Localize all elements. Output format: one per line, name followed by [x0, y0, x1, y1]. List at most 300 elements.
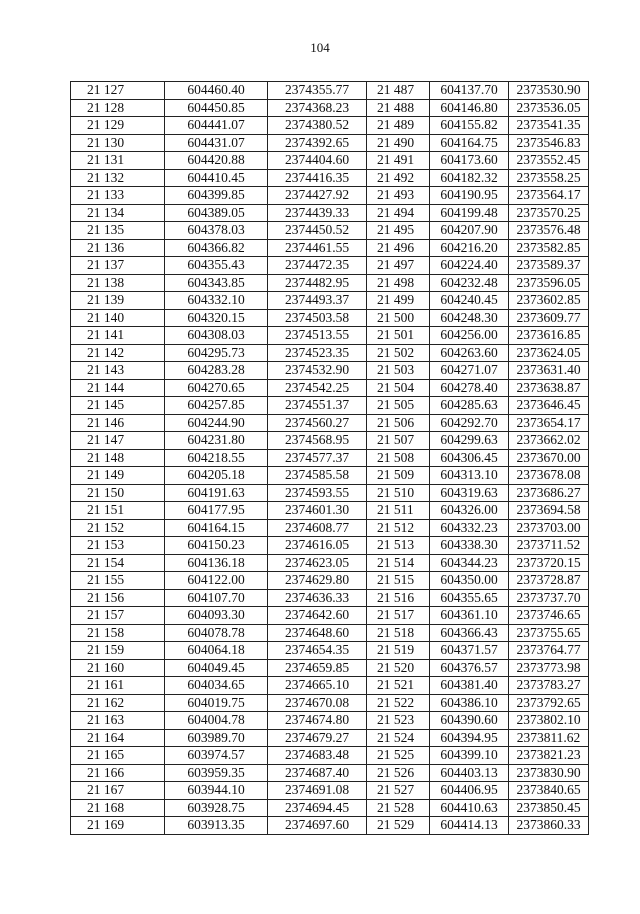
x-coordinate-left: 604420.88: [165, 152, 268, 170]
y-coordinate-left: 2374513.55: [268, 327, 367, 345]
point-id-right: 21 518: [367, 624, 430, 642]
table-row: [71, 694, 589, 712]
table-row: [71, 362, 589, 380]
table-row: [71, 449, 589, 467]
point-id-right: 21 521: [367, 677, 430, 695]
x-coordinate-left: 604332.10: [165, 292, 268, 310]
y-coordinate-right: 2373558.25: [509, 169, 589, 187]
y-coordinate-left: 2374616.05: [268, 537, 367, 555]
y-coordinate-right: 2373860.33: [509, 817, 589, 835]
y-coordinate-left: 2374439.33: [268, 204, 367, 222]
x-coordinate-left: 604441.07: [165, 117, 268, 135]
point-id-left: 21 136: [71, 239, 165, 257]
table-row: [71, 484, 589, 502]
x-coordinate-left: 604164.15: [165, 519, 268, 537]
y-coordinate-right: 2373536.05: [509, 99, 589, 117]
x-coordinate-right: 604285.63: [430, 397, 509, 415]
point-id-left: 21 162: [71, 694, 165, 712]
point-id-right: 21 516: [367, 589, 430, 607]
y-coordinate-right: 2373530.90: [509, 82, 589, 100]
table-row: [71, 502, 589, 520]
x-coordinate-left: 603974.57: [165, 747, 268, 765]
point-id-right: 21 508: [367, 449, 430, 467]
x-coordinate-right: 604344.23: [430, 554, 509, 572]
table-row: [71, 99, 589, 117]
point-id-left: 21 157: [71, 607, 165, 625]
point-id-right: 21 514: [367, 554, 430, 572]
x-coordinate-left: 604295.73: [165, 344, 268, 362]
x-coordinate-left: 604004.78: [165, 712, 268, 730]
x-coordinate-right: 604216.20: [430, 239, 509, 257]
x-coordinate-right: 604390.60: [430, 712, 509, 730]
point-id-left: 21 128: [71, 99, 165, 117]
x-coordinate-right: 604410.63: [430, 799, 509, 817]
table-row: [71, 432, 589, 450]
table-row: [71, 589, 589, 607]
y-coordinate-right: 2373646.45: [509, 397, 589, 415]
y-coordinate-right: 2373654.17: [509, 414, 589, 432]
point-id-right: 21 496: [367, 239, 430, 257]
y-coordinate-left: 2374392.65: [268, 134, 367, 152]
point-id-right: 21 512: [367, 519, 430, 537]
point-id-right: 21 529: [367, 817, 430, 835]
point-id-left: 21 159: [71, 642, 165, 660]
x-coordinate-right: 604326.00: [430, 502, 509, 520]
x-coordinate-left: 604378.03: [165, 222, 268, 240]
y-coordinate-left: 2374532.90: [268, 362, 367, 380]
y-coordinate-left: 2374659.85: [268, 659, 367, 677]
x-coordinate-right: 604232.48: [430, 274, 509, 292]
x-coordinate-left: 604270.65: [165, 379, 268, 397]
y-coordinate-left: 2374694.45: [268, 799, 367, 817]
point-id-left: 21 138: [71, 274, 165, 292]
x-coordinate-right: 604271.07: [430, 362, 509, 380]
point-id-right: 21 491: [367, 152, 430, 170]
table-row: [71, 169, 589, 187]
table-row: [71, 467, 589, 485]
y-coordinate-left: 2374577.37: [268, 449, 367, 467]
y-coordinate-left: 2374648.60: [268, 624, 367, 642]
x-coordinate-left: 604049.45: [165, 659, 268, 677]
y-coordinate-right: 2373602.85: [509, 292, 589, 310]
y-coordinate-right: 2373570.25: [509, 204, 589, 222]
x-coordinate-right: 604278.40: [430, 379, 509, 397]
page-number: 104: [310, 40, 330, 55]
point-id-left: 21 158: [71, 624, 165, 642]
table-row: [71, 677, 589, 695]
y-coordinate-right: 2373541.35: [509, 117, 589, 135]
y-coordinate-right: 2373764.77: [509, 642, 589, 660]
point-id-left: 21 130: [71, 134, 165, 152]
point-id-right: 21 492: [367, 169, 430, 187]
point-id-left: 21 154: [71, 554, 165, 572]
point-id-right: 21 522: [367, 694, 430, 712]
x-coordinate-right: 604403.13: [430, 764, 509, 782]
point-id-right: 21 490: [367, 134, 430, 152]
table-row: [71, 712, 589, 730]
x-coordinate-right: 604332.23: [430, 519, 509, 537]
x-coordinate-left: 604136.18: [165, 554, 268, 572]
table-row: [71, 327, 589, 345]
y-coordinate-left: 2374585.58: [268, 467, 367, 485]
table-row: [71, 572, 589, 590]
point-id-right: 21 524: [367, 729, 430, 747]
table-row: [71, 659, 589, 677]
y-coordinate-left: 2374670.08: [268, 694, 367, 712]
point-id-right: 21 513: [367, 537, 430, 555]
y-coordinate-right: 2373616.85: [509, 327, 589, 345]
y-coordinate-left: 2374623.05: [268, 554, 367, 572]
x-coordinate-left: 604355.43: [165, 257, 268, 275]
x-coordinate-left: 604078.78: [165, 624, 268, 642]
y-coordinate-right: 2373737.70: [509, 589, 589, 607]
x-coordinate-right: 604414.13: [430, 817, 509, 835]
x-coordinate-right: 604319.63: [430, 484, 509, 502]
y-coordinate-right: 2373576.48: [509, 222, 589, 240]
y-coordinate-right: 2373638.87: [509, 379, 589, 397]
point-id-right: 21 525: [367, 747, 430, 765]
table-row: [71, 729, 589, 747]
x-coordinate-right: 604248.30: [430, 309, 509, 327]
point-id-right: 21 488: [367, 99, 430, 117]
point-id-right: 21 497: [367, 257, 430, 275]
table-row: [71, 117, 589, 135]
y-coordinate-right: 2373631.40: [509, 362, 589, 380]
table-row: [71, 379, 589, 397]
x-coordinate-left: 604218.55: [165, 449, 268, 467]
x-coordinate-left: 604257.85: [165, 397, 268, 415]
x-coordinate-left: 604410.45: [165, 169, 268, 187]
x-coordinate-right: 604313.10: [430, 467, 509, 485]
table-row: [71, 292, 589, 310]
point-id-left: 21 146: [71, 414, 165, 432]
point-id-right: 21 493: [367, 187, 430, 205]
point-id-left: 21 155: [71, 572, 165, 590]
point-id-right: 21 495: [367, 222, 430, 240]
x-coordinate-left: 604019.75: [165, 694, 268, 712]
y-coordinate-right: 2373582.85: [509, 239, 589, 257]
point-id-left: 21 150: [71, 484, 165, 502]
y-coordinate-left: 2374679.27: [268, 729, 367, 747]
y-coordinate-right: 2373670.00: [509, 449, 589, 467]
x-coordinate-right: 604182.32: [430, 169, 509, 187]
x-coordinate-right: 604381.40: [430, 677, 509, 695]
x-coordinate-right: 604190.95: [430, 187, 509, 205]
x-coordinate-right: 604155.82: [430, 117, 509, 135]
y-coordinate-left: 2374636.33: [268, 589, 367, 607]
y-coordinate-left: 2374593.55: [268, 484, 367, 502]
table-row: [71, 764, 589, 782]
point-id-left: 21 135: [71, 222, 165, 240]
y-coordinate-right: 2373746.65: [509, 607, 589, 625]
x-coordinate-left: 604320.15: [165, 309, 268, 327]
table-row: [71, 624, 589, 642]
point-id-left: 21 166: [71, 764, 165, 782]
y-coordinate-left: 2374523.35: [268, 344, 367, 362]
point-id-left: 21 132: [71, 169, 165, 187]
y-coordinate-left: 2374493.37: [268, 292, 367, 310]
point-id-left: 21 133: [71, 187, 165, 205]
point-id-right: 21 501: [367, 327, 430, 345]
y-coordinate-right: 2373564.17: [509, 187, 589, 205]
y-coordinate-left: 2374629.80: [268, 572, 367, 590]
y-coordinate-right: 2373850.45: [509, 799, 589, 817]
point-id-left: 21 144: [71, 379, 165, 397]
y-coordinate-left: 2374608.77: [268, 519, 367, 537]
y-coordinate-right: 2373792.65: [509, 694, 589, 712]
table-row: [71, 274, 589, 292]
x-coordinate-left: 603989.70: [165, 729, 268, 747]
x-coordinate-left: 603928.75: [165, 799, 268, 817]
point-id-right: 21 510: [367, 484, 430, 502]
x-coordinate-right: 604394.95: [430, 729, 509, 747]
y-coordinate-left: 2374416.35: [268, 169, 367, 187]
table-row: [71, 782, 589, 800]
x-coordinate-left: 604191.63: [165, 484, 268, 502]
point-id-left: 21 137: [71, 257, 165, 275]
x-coordinate-left: 604244.90: [165, 414, 268, 432]
y-coordinate-right: 2373755.65: [509, 624, 589, 642]
table-row: [71, 309, 589, 327]
x-coordinate-right: 604199.48: [430, 204, 509, 222]
x-coordinate-right: 604361.10: [430, 607, 509, 625]
table-row: [71, 537, 589, 555]
table-row: [71, 607, 589, 625]
point-id-left: 21 131: [71, 152, 165, 170]
point-id-left: 21 149: [71, 467, 165, 485]
y-coordinate-right: 2373821.23: [509, 747, 589, 765]
y-coordinate-left: 2374355.77: [268, 82, 367, 100]
point-id-right: 21 498: [367, 274, 430, 292]
y-coordinate-right: 2373720.15: [509, 554, 589, 572]
table-row: [71, 257, 589, 275]
point-id-right: 21 489: [367, 117, 430, 135]
point-id-right: 21 500: [367, 309, 430, 327]
table-row: [71, 799, 589, 817]
coordinates-table: [70, 81, 589, 835]
table-row: [71, 747, 589, 765]
x-coordinate-right: 604306.45: [430, 449, 509, 467]
y-coordinate-right: 2373703.00: [509, 519, 589, 537]
x-coordinate-right: 604146.80: [430, 99, 509, 117]
x-coordinate-right: 604207.90: [430, 222, 509, 240]
point-id-right: 21 528: [367, 799, 430, 817]
table-row: [71, 817, 589, 835]
y-coordinate-left: 2374542.25: [268, 379, 367, 397]
table-row: [71, 134, 589, 152]
x-coordinate-right: 604366.43: [430, 624, 509, 642]
point-id-left: 21 164: [71, 729, 165, 747]
x-coordinate-left: 604283.28: [165, 362, 268, 380]
point-id-left: 21 140: [71, 309, 165, 327]
table-row: [71, 187, 589, 205]
x-coordinate-left: 604093.30: [165, 607, 268, 625]
y-coordinate-left: 2374503.58: [268, 309, 367, 327]
table-row: [71, 642, 589, 660]
x-coordinate-left: 604107.70: [165, 589, 268, 607]
y-coordinate-right: 2373840.65: [509, 782, 589, 800]
table-row: [71, 222, 589, 240]
y-coordinate-right: 2373830.90: [509, 764, 589, 782]
x-coordinate-left: 604205.18: [165, 467, 268, 485]
y-coordinate-left: 2374697.60: [268, 817, 367, 835]
point-id-right: 21 499: [367, 292, 430, 310]
point-id-right: 21 511: [367, 502, 430, 520]
point-id-right: 21 502: [367, 344, 430, 362]
y-coordinate-right: 2373546.83: [509, 134, 589, 152]
point-id-right: 21 506: [367, 414, 430, 432]
point-id-left: 21 151: [71, 502, 165, 520]
x-coordinate-right: 604376.57: [430, 659, 509, 677]
y-coordinate-right: 2373711.52: [509, 537, 589, 555]
y-coordinate-left: 2374674.80: [268, 712, 367, 730]
y-coordinate-left: 2374368.23: [268, 99, 367, 117]
x-coordinate-left: 604399.85: [165, 187, 268, 205]
table-row: [71, 344, 589, 362]
y-coordinate-left: 2374665.10: [268, 677, 367, 695]
point-id-left: 21 148: [71, 449, 165, 467]
x-coordinate-right: 604371.57: [430, 642, 509, 660]
y-coordinate-left: 2374461.55: [268, 239, 367, 257]
point-id-left: 21 168: [71, 799, 165, 817]
y-coordinate-left: 2374691.08: [268, 782, 367, 800]
point-id-left: 21 142: [71, 344, 165, 362]
x-coordinate-left: 604450.85: [165, 99, 268, 117]
x-coordinate-right: 604256.00: [430, 327, 509, 345]
x-coordinate-left: 604460.40: [165, 82, 268, 100]
table-row: [71, 152, 589, 170]
x-coordinate-right: 604386.10: [430, 694, 509, 712]
point-id-left: 21 165: [71, 747, 165, 765]
point-id-right: 21 494: [367, 204, 430, 222]
x-coordinate-right: 604299.63: [430, 432, 509, 450]
y-coordinate-right: 2373686.27: [509, 484, 589, 502]
y-coordinate-right: 2373802.10: [509, 712, 589, 730]
point-id-left: 21 147: [71, 432, 165, 450]
point-id-left: 21 152: [71, 519, 165, 537]
x-coordinate-right: 604173.60: [430, 152, 509, 170]
x-coordinate-left: 604389.05: [165, 204, 268, 222]
x-coordinate-left: 603959.35: [165, 764, 268, 782]
y-coordinate-right: 2373811.62: [509, 729, 589, 747]
table-row: [71, 397, 589, 415]
point-id-right: 21 503: [367, 362, 430, 380]
point-id-right: 21 526: [367, 764, 430, 782]
y-coordinate-right: 2373589.37: [509, 257, 589, 275]
table-row: [71, 239, 589, 257]
point-id-right: 21 507: [367, 432, 430, 450]
y-coordinate-left: 2374601.30: [268, 502, 367, 520]
table-row: [71, 414, 589, 432]
point-id-right: 21 520: [367, 659, 430, 677]
point-id-left: 21 145: [71, 397, 165, 415]
point-id-right: 21 515: [367, 572, 430, 590]
y-coordinate-right: 2373624.05: [509, 344, 589, 362]
y-coordinate-left: 2374683.48: [268, 747, 367, 765]
x-coordinate-right: 604224.40: [430, 257, 509, 275]
y-coordinate-left: 2374404.60: [268, 152, 367, 170]
point-id-left: 21 127: [71, 82, 165, 100]
y-coordinate-left: 2374472.35: [268, 257, 367, 275]
y-coordinate-right: 2373552.45: [509, 152, 589, 170]
point-id-left: 21 134: [71, 204, 165, 222]
point-id-left: 21 169: [71, 817, 165, 835]
y-coordinate-right: 2373783.27: [509, 677, 589, 695]
x-coordinate-left: 604308.03: [165, 327, 268, 345]
y-coordinate-left: 2374642.60: [268, 607, 367, 625]
y-coordinate-right: 2373662.02: [509, 432, 589, 450]
point-id-right: 21 487: [367, 82, 430, 100]
x-coordinate-left: 604064.18: [165, 642, 268, 660]
y-coordinate-left: 2374427.92: [268, 187, 367, 205]
table-row: [71, 82, 589, 100]
x-coordinate-right: 604355.65: [430, 589, 509, 607]
x-coordinate-left: 604122.00: [165, 572, 268, 590]
point-id-right: 21 505: [367, 397, 430, 415]
y-coordinate-right: 2373773.98: [509, 659, 589, 677]
point-id-left: 21 161: [71, 677, 165, 695]
table-row: [71, 519, 589, 537]
x-coordinate-right: 604406.95: [430, 782, 509, 800]
point-id-right: 21 504: [367, 379, 430, 397]
x-coordinate-right: 604292.70: [430, 414, 509, 432]
y-coordinate-left: 2374687.40: [268, 764, 367, 782]
y-coordinate-right: 2373678.08: [509, 467, 589, 485]
point-id-left: 21 143: [71, 362, 165, 380]
x-coordinate-left: 603944.10: [165, 782, 268, 800]
point-id-right: 21 517: [367, 607, 430, 625]
y-coordinate-left: 2374380.52: [268, 117, 367, 135]
point-id-right: 21 519: [367, 642, 430, 660]
x-coordinate-left: 604034.65: [165, 677, 268, 695]
x-coordinate-left: 604231.80: [165, 432, 268, 450]
x-coordinate-left: 603913.35: [165, 817, 268, 835]
point-id-left: 21 160: [71, 659, 165, 677]
x-coordinate-left: 604431.07: [165, 134, 268, 152]
point-id-left: 21 129: [71, 117, 165, 135]
x-coordinate-left: 604366.82: [165, 239, 268, 257]
x-coordinate-left: 604343.85: [165, 274, 268, 292]
x-coordinate-right: 604240.45: [430, 292, 509, 310]
point-id-right: 21 509: [367, 467, 430, 485]
y-coordinate-right: 2373694.58: [509, 502, 589, 520]
x-coordinate-right: 604263.60: [430, 344, 509, 362]
point-id-left: 21 156: [71, 589, 165, 607]
point-id-right: 21 523: [367, 712, 430, 730]
x-coordinate-left: 604150.23: [165, 537, 268, 555]
table-row: [71, 204, 589, 222]
y-coordinate-left: 2374654.35: [268, 642, 367, 660]
point-id-left: 21 153: [71, 537, 165, 555]
y-coordinate-right: 2373609.77: [509, 309, 589, 327]
point-id-left: 21 163: [71, 712, 165, 730]
coordinates-table-body: [71, 82, 589, 835]
table-row: [71, 554, 589, 572]
x-coordinate-right: 604399.10: [430, 747, 509, 765]
x-coordinate-right: 604137.70: [430, 82, 509, 100]
x-coordinate-right: 604350.00: [430, 572, 509, 590]
point-id-right: 21 527: [367, 782, 430, 800]
x-coordinate-right: 604338.30: [430, 537, 509, 555]
y-coordinate-right: 2373728.87: [509, 572, 589, 590]
y-coordinate-left: 2374560.27: [268, 414, 367, 432]
x-coordinate-left: 604177.95: [165, 502, 268, 520]
y-coordinate-right: 2373596.05: [509, 274, 589, 292]
point-id-left: 21 141: [71, 327, 165, 345]
y-coordinate-left: 2374551.37: [268, 397, 367, 415]
y-coordinate-left: 2374568.95: [268, 432, 367, 450]
y-coordinate-left: 2374450.52: [268, 222, 367, 240]
